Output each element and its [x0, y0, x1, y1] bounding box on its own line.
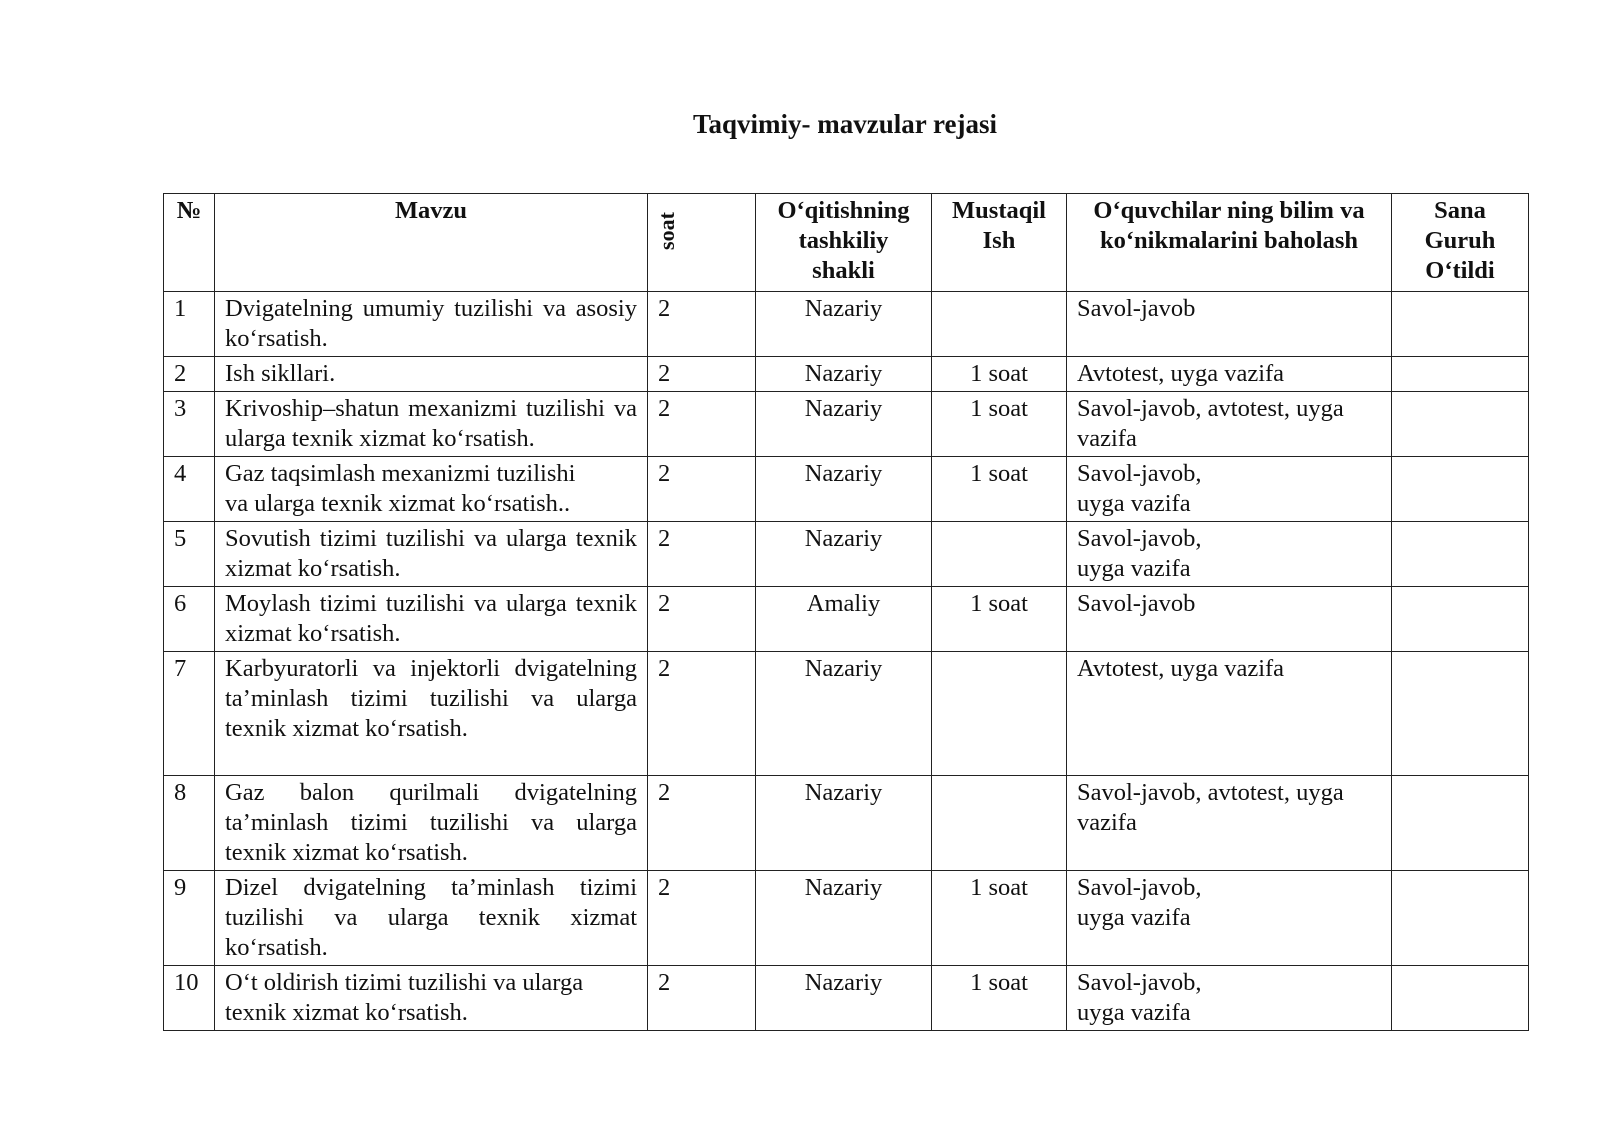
- row-date: [1392, 457, 1529, 522]
- table-row: [164, 652, 1529, 776]
- row-hours: 2: [648, 392, 756, 457]
- row-number: 10: [164, 966, 215, 1031]
- row-assessment: Avtotest, uyga vazifa: [1067, 652, 1392, 776]
- row-assessment: Savol-javob, uyga vazifa: [1067, 457, 1392, 522]
- row-topic: Dvigatelning umumiy tuzilishi va asosiy ko‘rsatish.: [215, 292, 648, 357]
- header-hours: [648, 194, 756, 292]
- row-number: 3: [164, 392, 215, 457]
- table-row: [164, 966, 1529, 1031]
- row-form: Nazariy: [756, 457, 932, 522]
- row-independent: [932, 652, 1067, 776]
- row-form: Amaliy: [756, 587, 932, 652]
- row-form: Nazariy: [756, 871, 932, 966]
- row-topic: Gaz balon qurilmali dvigatelning ta’minlash tizimi tuzilishi va ularga texnik xizmat ko‘rsatish.: [215, 776, 648, 871]
- row-topic: Gaz taqsimlash mexanizmi tuzilishi va ularga texnik xizmat ko‘rsatish..: [215, 457, 648, 522]
- row-form: Nazariy: [756, 966, 932, 1031]
- row-assessment: Savol-javob, avtotest, uyga vazifa: [1067, 392, 1392, 457]
- row-hours: 2: [648, 292, 756, 357]
- row-date: [1392, 587, 1529, 652]
- row-topic: Dizel dvigatelning ta’minlash tizimi tuzilishi va ularga texnik xizmat ko‘rsatish.: [215, 871, 648, 966]
- row-number: 9: [164, 871, 215, 966]
- header-row: [164, 194, 1529, 292]
- row-hours: 2: [648, 871, 756, 966]
- table-row: [164, 357, 1529, 392]
- row-hours: 2: [648, 652, 756, 776]
- row-assessment: Savol-javob, uyga vazifa: [1067, 871, 1392, 966]
- row-independent: [932, 292, 1067, 357]
- row-date: [1392, 392, 1529, 457]
- row-independent: 1 soat: [932, 966, 1067, 1031]
- row-date: [1392, 966, 1529, 1031]
- table-row: [164, 292, 1529, 357]
- row-form: Nazariy: [756, 392, 932, 457]
- row-form: Nazariy: [756, 652, 932, 776]
- row-independent: 1 soat: [932, 457, 1067, 522]
- row-assessment: Savol-javob, uyga vazifa: [1067, 966, 1392, 1031]
- row-number: 1: [164, 292, 215, 357]
- table-row: [164, 392, 1529, 457]
- row-topic: O‘t oldirish tizimi tuzilishi va ularga texnik xizmat ko‘rsatish.: [215, 966, 648, 1031]
- row-topic: Ish sikllari.: [215, 357, 648, 392]
- row-form: Nazariy: [756, 522, 932, 587]
- row-hours: 2: [648, 457, 756, 522]
- row-number: 6: [164, 587, 215, 652]
- header-independent: Mustaqil Ish: [932, 194, 1067, 292]
- row-independent: [932, 522, 1067, 587]
- row-topic: Karbyuratorli va injektorli dvigatelning ta’minlash tizimi tuzilishi va ularga texnik xizmat ko‘rsatish.: [215, 652, 648, 776]
- row-topic: Sovutish tizimi tuzilishi va ularga texnik xizmat ko‘rsatish.: [215, 522, 648, 587]
- row-assessment: Savol-javob, avtotest, uyga vazifa: [1067, 776, 1392, 871]
- row-hours: 2: [648, 966, 756, 1031]
- table-row: [164, 776, 1529, 871]
- header-topic: Mavzu: [215, 194, 648, 292]
- row-topic: Krivoship–shatun mexanizmi tuzilishi va ularga texnik xizmat ko‘rsatish.: [215, 392, 648, 457]
- row-date: [1392, 522, 1529, 587]
- header-hours-label: soat: [654, 212, 679, 250]
- header-assessment: O‘quvchilar ning bilim va ko‘nikmalarini baholash: [1067, 194, 1392, 292]
- row-number: 5: [164, 522, 215, 587]
- page-title: Taqvimiy- mavzular rejasi: [692, 109, 997, 139]
- header-date: Sana Guruh O‘tildi: [1392, 194, 1529, 292]
- table-row: [164, 871, 1529, 966]
- header-form: O‘qitishning tashkiliy shakli: [756, 194, 932, 292]
- row-form: Nazariy: [756, 776, 932, 871]
- row-date: [1392, 292, 1529, 357]
- header-number: №: [164, 194, 215, 292]
- row-date: [1392, 652, 1529, 776]
- row-hours: 2: [648, 776, 756, 871]
- row-form: Nazariy: [756, 292, 932, 357]
- row-independent: [932, 776, 1067, 871]
- row-assessment: Savol-javob, uyga vazifa: [1067, 522, 1392, 587]
- row-form: Nazariy: [756, 357, 932, 392]
- row-assessment: Avtotest, uyga vazifa: [1067, 357, 1392, 392]
- table-row: [164, 457, 1529, 522]
- row-assessment: Savol-javob: [1067, 587, 1392, 652]
- row-independent: 1 soat: [932, 871, 1067, 966]
- row-number: 8: [164, 776, 215, 871]
- row-independent: 1 soat: [932, 392, 1067, 457]
- row-date: [1392, 871, 1529, 966]
- table-row: [164, 587, 1529, 652]
- row-hours: 2: [648, 357, 756, 392]
- row-number: 7: [164, 652, 215, 776]
- row-independent: 1 soat: [932, 357, 1067, 392]
- row-number: 4: [164, 457, 215, 522]
- row-topic: Moylash tizimi tuzilishi va ularga texnik xizmat ko‘rsatish.: [215, 587, 648, 652]
- row-assessment: Savol-javob: [1067, 292, 1392, 357]
- row-date: [1392, 776, 1529, 871]
- row-date: [1392, 357, 1529, 392]
- table-row: [164, 522, 1529, 587]
- row-hours: 2: [648, 587, 756, 652]
- row-hours: 2: [648, 522, 756, 587]
- row-independent: 1 soat: [932, 587, 1067, 652]
- thematic-plan-table: [163, 193, 1529, 1031]
- row-number: 2: [164, 357, 215, 392]
